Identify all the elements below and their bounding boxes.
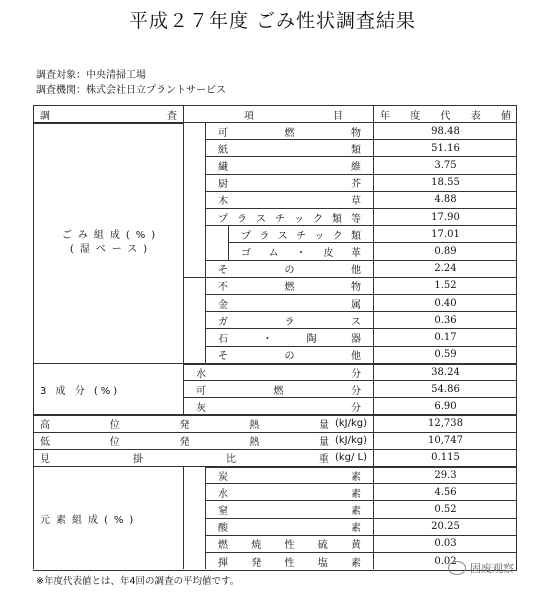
item-20: 炭 素 [205, 466, 373, 483]
survey-results-table [33, 105, 517, 571]
header-survey: 調 査 [33, 105, 183, 122]
value-10: 0.40 [373, 294, 517, 311]
value-15: 54.86 [373, 380, 517, 397]
value-9: 1.52 [373, 277, 517, 294]
item-label: 高 位 発 熱 量 [40, 420, 329, 432]
item-unit: (kJ/kg) [334, 435, 367, 447]
item-25: 揮 発 性 塩 素 [205, 552, 373, 569]
table-frame [33, 105, 517, 571]
value-12: 0.17 [373, 328, 517, 345]
item-21: 水 素 [205, 483, 373, 500]
item-4: 木 草 [205, 191, 373, 208]
group-three-components: 3 成 分 (%) [33, 363, 183, 415]
item-9: 不 燃 物 [205, 277, 373, 294]
survey-target-label: 調査対象 [36, 70, 76, 81]
item-2: 繊 維 [205, 156, 373, 173]
value-1: 51.16 [373, 139, 517, 156]
value-20: 29.3 [373, 466, 517, 483]
item-0: 可 燃 物 [205, 122, 373, 139]
value-23: 20.25 [373, 518, 517, 535]
value-21: 4.56 [373, 483, 517, 500]
header-item: 項 目 [183, 105, 373, 122]
value-17: 12,738 [373, 414, 517, 431]
value-14: 38.24 [373, 363, 517, 380]
item-12: 石 ・ 陶 器 [205, 328, 373, 345]
page-title: 平成２７年度 ごみ性状調査結果 [128, 10, 417, 32]
value-2: 3.75 [373, 156, 517, 173]
item-10: 金 属 [205, 294, 373, 311]
value-18: 10,747 [373, 432, 517, 449]
survey-target-value: 中央清掃工場 [86, 70, 146, 81]
wechat-icon [448, 561, 466, 575]
value-22: 0.52 [373, 500, 517, 517]
item-11: ガ ラ ス [205, 311, 373, 328]
item-8: そ の 他 [205, 260, 373, 277]
value-4: 4.88 [373, 191, 517, 208]
item-7: ゴ ム ・ 皮 革 [228, 242, 373, 259]
value-6: 17.01 [373, 225, 517, 242]
survey-agency-value: 株式会社日立プラントサービス [86, 85, 226, 96]
item-1: 紙 類 [205, 139, 373, 156]
item-16: 灰 分 [183, 397, 373, 414]
group-element-composition: 元素組成(%) [33, 466, 183, 569]
watermark [448, 560, 514, 576]
item-24: 燃 焼 性 硫 黄 [205, 535, 373, 552]
value-8: 2.24 [373, 260, 517, 277]
value-3: 18.55 [373, 174, 517, 191]
survey-agency: 調査機関：株式会社日立プラントサービス [36, 85, 226, 96]
survey-target: 調査対象：中央清掃工場 [36, 70, 146, 81]
value-19: 0.115 [373, 449, 517, 466]
item-15: 可 燃 分 [183, 380, 373, 397]
item-6: プ ラ ス チ ッ ク 類 [228, 225, 373, 242]
group-composition-line2: (湿ベース) [69, 244, 154, 256]
header-annual-value: 年 度 代 表 値 [373, 105, 517, 122]
value-7: 0.89 [373, 242, 517, 259]
item-label: 見 掛 比 重 [40, 454, 329, 466]
item-label: 低 位 発 熱 量 [40, 437, 329, 449]
value-13: 0.59 [373, 346, 517, 363]
value-11: 0.36 [373, 311, 517, 328]
item-22: 窒 素 [205, 500, 373, 517]
watermark-text: 固废观察 [470, 562, 514, 575]
survey-agency-label: 調査機関 [36, 85, 76, 96]
item-5: プ ラ ス チ ッ ク 類 等 [205, 208, 373, 225]
value-0: 98.48 [373, 122, 517, 139]
footnote: ※年度代表値とは、年4回の調査の平均値です。 [36, 576, 240, 587]
item-3: 厨 芥 [205, 174, 373, 191]
group-composition-line1: ごみ組成(%) [61, 230, 162, 242]
item-unit: (kJ/kg) [334, 418, 367, 430]
value-24: 0.03 [373, 535, 517, 552]
value-25: 0.02 [373, 552, 517, 569]
item-23: 酸 素 [205, 518, 373, 535]
value-16: 6.90 [373, 397, 517, 414]
item-unit: (kg/ L) [334, 452, 367, 464]
value-5: 17.90 [373, 208, 517, 225]
item-14: 水 分 [183, 363, 373, 380]
item-13: そ の 他 [205, 346, 373, 363]
